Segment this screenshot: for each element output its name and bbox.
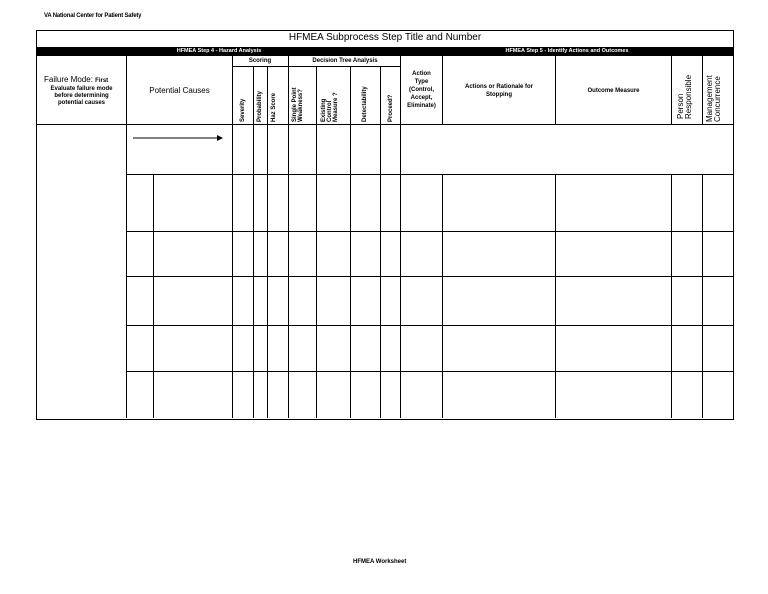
grid-line [702, 174, 703, 418]
grid-line [442, 56, 443, 124]
grid-line [316, 66, 317, 418]
grid-line [127, 276, 733, 277]
severity-label: Severity [240, 98, 246, 122]
grid-line [126, 56, 127, 418]
grid-line [442, 174, 443, 418]
outcome-measure-label: Outcome Measure [587, 88, 640, 94]
grid-line [350, 66, 351, 418]
probability-label: Probability [257, 90, 263, 122]
failure-mode-line3: potential causes [57, 100, 105, 106]
step4-label: HFMEA Step 4 - Hazard Analysis [176, 48, 262, 54]
grid-line [127, 371, 733, 372]
single-point-line1: Single Point [292, 87, 298, 122]
grid-line [702, 56, 703, 124]
grid-line [267, 66, 268, 418]
failure-mode-title: Failure Mode: First [44, 75, 109, 84]
grid-line [253, 66, 254, 418]
decision-tree-label: Decision Tree Analysis [312, 58, 378, 64]
arrow-right-icon [133, 134, 225, 142]
grid-line [153, 174, 154, 418]
grid-line [233, 66, 401, 67]
grid-line [671, 174, 672, 418]
grid-line [127, 174, 733, 175]
potential-causes-label: Potential Causes [149, 86, 210, 95]
step5-label: HFMEA Step 5 - Identify Actions and Outcomes [505, 48, 629, 54]
existing-control-line1: Existing [321, 98, 327, 122]
grid-line [555, 174, 556, 418]
proceed-label: Proceed? [388, 94, 394, 122]
grid-line [555, 56, 556, 124]
detectability-label: Detectability [362, 86, 368, 122]
header-note: VA National Center for Patient Safety [44, 13, 142, 19]
failure-mode-first: First [95, 78, 109, 84]
grid-line [380, 66, 381, 418]
failure-mode-line2: before determining [54, 93, 109, 99]
existing-control-line3: Measure ? [333, 92, 339, 122]
management-concurrence-label: Management Concurrence [705, 75, 722, 122]
grid-line [232, 56, 233, 418]
grid-line [127, 325, 733, 326]
scoring-label: Scoring [248, 58, 272, 64]
haz-score-label: Haz Score [271, 92, 277, 122]
single-point-line2: Weakness? [298, 89, 304, 122]
grid-line [127, 231, 733, 232]
failure-mode-line1: Evaluate failure mode [50, 86, 113, 92]
footer-label: HFMEA Worksheet [353, 559, 407, 565]
worksheet-title: HFMEA Subprocess Step Title and Number [288, 32, 482, 43]
existing-control-line2: Control [327, 100, 333, 122]
person-responsible-label: Person Responsible [676, 74, 693, 119]
existing-control-label [321, 92, 339, 122]
grid-line [400, 56, 401, 418]
grid-line [671, 56, 672, 124]
grid-line [37, 124, 733, 125]
grid-line [288, 56, 289, 418]
single-point-label [292, 87, 304, 122]
